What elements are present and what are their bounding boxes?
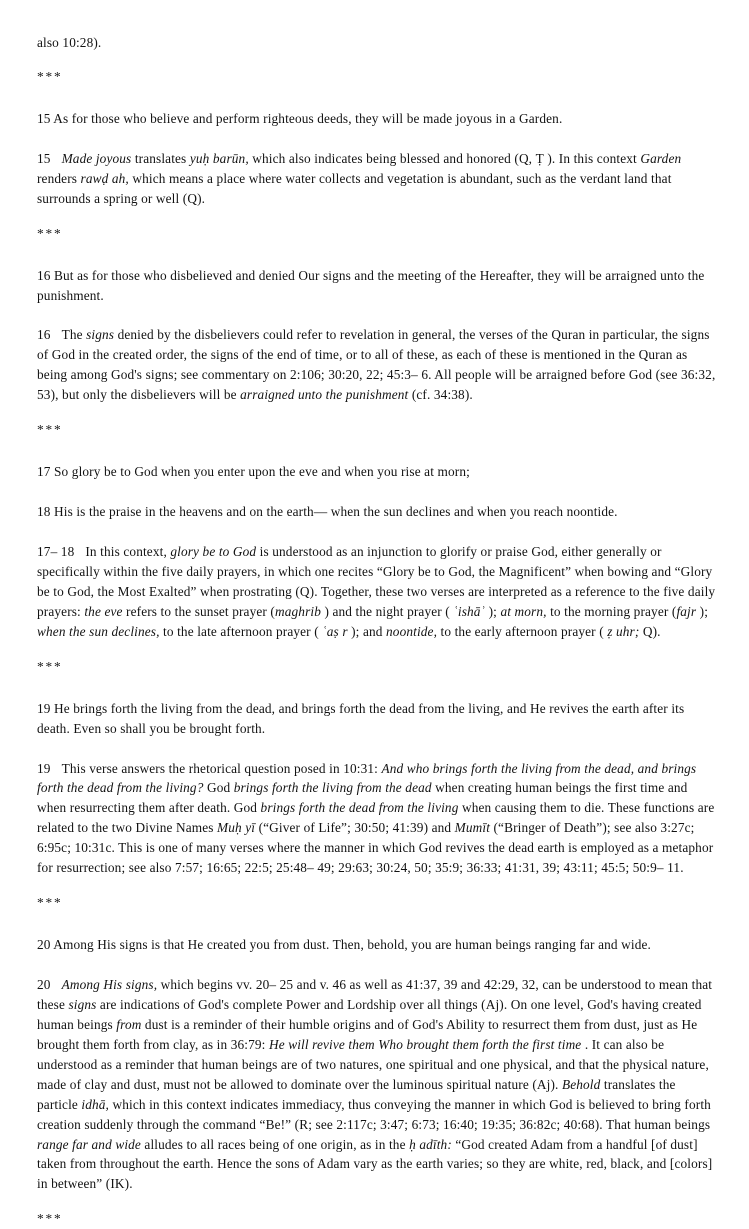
verse-16-content: 16 But as for those who disbelieved and denied Our signs and the meeting of the Hereafter, they will be arraigned unto the punishment. — [37, 267, 705, 303]
c1718-term-glory-be-to-god: glory be to God — [170, 544, 257, 559]
c20-quote-36-79: He will revive them Who brought them forth the first time — [268, 1036, 582, 1052]
c20-term-behold: Behold — [561, 1076, 601, 1092]
c1718-t3: is understood as an injunction to glorify or praise God, either generally or specifically within the five daily prayers, in which one recites “Glory be to God, the Magnificent” when bowing and “Glory be to God, the Most Exalted” when prostrating (Q). Together, these two verses are interpreted as a reference to the five daily prayers: — [37, 544, 716, 619]
divider-glyph: *** — [37, 422, 63, 438]
commentary-17-18 — [37, 542, 719, 642]
divider-glyph: *** — [37, 658, 63, 674]
commentary-19 — [37, 759, 719, 879]
verse-20-content: 20 Among His signs is that He created you from dust. Then, behold, you are human beings ranging far and wide. — [37, 937, 651, 953]
verse-text-17 — [37, 462, 719, 482]
c20-term-from: from — [116, 1016, 142, 1032]
c20-t12: which in this context indicates immediacy, thus conveying the manner in which God is believed to bring forth creation suddenly through the command “Be!” (R; see 2:117c; 3:47; 6:73; 16:40; 19:35; 36:82c; 40:68). That human beings — [37, 1096, 711, 1132]
c1718-term-the-eve: the eve — [84, 603, 123, 619]
commentary-15 — [37, 149, 719, 209]
commentary-16 — [37, 325, 719, 405]
c20-translit-idha: idhā, — [81, 1096, 110, 1112]
c19-t11: (“Bringer of Death”); see also 3:27c; 6:95c; 10:31c. This is one of many verses where the manner in which God revives the dead earth is employed as a metaphor for resurrection; see also 7:57; 16:65; 22:5; 25:48– 49; 29:63; 30:24, 50; 35:9; 36:33; 41:31, 39; 43:11; 45:5; 50:9– 11. — [37, 820, 714, 876]
c1718-translit-isha: ʿishāʾ — [453, 603, 486, 619]
c20-term-signs: signs — [68, 996, 97, 1012]
c15-t6: renders — [37, 170, 81, 186]
commentary-15-number: 15 — [37, 150, 51, 166]
c1718-translit-asr: ʿaṣ r — [322, 623, 348, 639]
divider-glyph: *** — [37, 225, 63, 241]
commentary-19-number: 19 — [37, 760, 51, 776]
section-divider-5 — [37, 893, 719, 913]
c1718-t1: In this context, — [85, 544, 171, 559]
c15-t8: which means a place where water collects and vegetation is abundant, such as the verdant land that surrounds a spring or well (Q). — [37, 170, 672, 206]
c16-term-signs: signs — [86, 327, 115, 343]
c20-t14: alludes to all races being of one origin, as in the — [140, 1136, 410, 1152]
c15-term-made-joyous: Made joyous — [61, 150, 132, 166]
c1718-t21: Q). — [639, 623, 661, 639]
verse-text-18 — [37, 502, 719, 522]
c1718-t17: ); and — [347, 623, 386, 639]
c1718-t9: ); — [485, 603, 501, 619]
verse-text-20 — [37, 935, 719, 955]
c19-t3: God — [203, 780, 234, 796]
verse-text-16 — [37, 266, 719, 306]
c15-translit-rawdah: rawḍ ah, — [80, 170, 129, 186]
c1718-term-when-sun-declines: when the sun declines, — [37, 623, 160, 639]
verse-text-19 — [37, 699, 719, 739]
c20-t6: dust is a reminder of their humble origins and of God's Ability to resurrect them from dust, just as He brought them forth from clay, as in 36:79: — [37, 1016, 698, 1052]
divider-glyph: *** — [37, 68, 63, 84]
c19-t1: This verse answers the rhetorical question posed in 10:31: — [61, 760, 382, 776]
c1718-translit-zuhr: ẓ uhr; — [607, 623, 640, 639]
commentary-17-18-number: 17– 18 — [37, 544, 75, 559]
c20-t10: translates the particle — [37, 1076, 676, 1112]
c19-divine-name-muhyi: Muḥ yī — [217, 820, 256, 836]
c20-t4: are indications of God's complete Power and Lordship over all things (Aj). On one level, God's having created human beings — [37, 996, 702, 1032]
c1718-translit-maghrib: maghrib — [275, 603, 321, 619]
section-divider-2 — [37, 224, 719, 244]
verse-19-content: 19 He brings forth the living from the dead, and brings forth the dead from the living, and He revives the earth after its death. Even so shall you be brought forth. — [37, 700, 685, 736]
c20-t2: which begins vv. 20– 25 and v. 46 as well as 41:37, 39 and 42:29, 32, can be understood to mean that these — [37, 977, 713, 1012]
c15-t2: translates — [131, 150, 190, 166]
c20-translit-hadith: ḥ adīth: — [409, 1136, 452, 1152]
verse-17-content: 17 So glory be to God when you enter upon the eve and when you rise at morn; — [37, 464, 470, 480]
c16-t1: The — [61, 327, 87, 343]
c1718-t15: to the late afternoon prayer ( — [159, 623, 323, 639]
commentary-20-number: 20 — [37, 977, 51, 992]
c15-term-garden: Garden — [640, 150, 682, 166]
c1718-t7: ) and the night prayer ( — [321, 603, 454, 619]
c1718-t19: to the early afternoon prayer ( — [437, 623, 608, 639]
c16-term-arraigned: arraigned unto the punishment — [240, 387, 409, 403]
c15-translit-yuhbarun: yuḥ barūn, — [189, 150, 249, 166]
c1718-translit-fajr: fajr — [676, 603, 697, 619]
c19-phrase-dead-from-living: brings forth the dead from the living — [260, 800, 459, 816]
c20-t8: . It can also be understood as a reminder that human beings are of two natures, one spiritual and one physical, and that the physical nature, made of clay and dust, must not be allowed to dominate over the luminous spiritual nature (Aj). — [37, 1036, 709, 1092]
divider-glyph: *** — [37, 895, 63, 911]
c19-t9: (“Giver of Life”; 30:50; 41:39) and — [255, 820, 455, 836]
verse-18-content: 18 His is the praise in the heavens and on the earth— when the sun declines and when you reach noontide. — [37, 504, 618, 520]
section-divider-3 — [37, 420, 719, 440]
c16-t3: denied by the disbelievers could refer to revelation in general, the verses of the Quran in particular, the signs of God in the created order, the signs of the end of time, or to all of these, as each of these is mentioned in the Quran as being among God's signs; see commentary on 2:106; 30:20, 22; 45:3– 6. All people will be arraigned before God (see 36:32, 53), but only the disbelievers will be — [37, 327, 716, 403]
c16-t5: (cf. 34:38). — [408, 387, 473, 403]
continuation-text: also 10:28). — [37, 35, 102, 50]
c1718-term-noontide: noontide, — [386, 623, 438, 639]
commentary-20 — [37, 975, 719, 1194]
c20-phrase-range-far-and-wide: range far and wide — [37, 1136, 141, 1152]
section-divider-1 — [37, 67, 719, 87]
c1718-term-at-morn: at morn, — [500, 603, 547, 619]
c19-phrase-living-from-dead: brings forth the living from the dead — [233, 780, 432, 796]
c20-t16: “God created Adam from a handful [of dust] taken from throughout the earth. Hence the sons of Adam vary as the earth varies; so they are white, red, black, and [colors] in between” (IK). — [37, 1136, 713, 1192]
verse-text-15 — [37, 109, 719, 129]
c19-divine-name-mumit: Mumīt — [454, 820, 491, 836]
c19-t5: when creating human beings the first time and when resurrecting them after death. God — [37, 780, 688, 816]
divider-glyph: *** — [37, 1211, 63, 1227]
verse-15-content: 15 As for those who believe and perform righteous deeds, they will be made joyous in a Garden. — [37, 110, 563, 126]
c1718-t11: to the morning prayer ( — [546, 603, 677, 619]
section-divider-4 — [37, 657, 719, 677]
c1718-t5: refers to the sunset prayer ( — [122, 603, 275, 619]
section-divider-6 — [37, 1209, 719, 1229]
paragraph-continuation — [37, 33, 719, 53]
commentary-16-number: 16 — [37, 327, 51, 343]
c15-t4: which also indicates being blessed and honored (Q, Ṭ ). In this context — [248, 150, 641, 166]
c20-term-among-his-signs: Among His signs, — [61, 977, 158, 992]
c1718-t13: ); — [696, 603, 709, 619]
c19-t7: when causing them to die. These functions are related to the two Divine Names — [37, 800, 715, 836]
c19-quote-10-31: And who brings forth the living from the dead, and brings forth the dead from the living? — [37, 760, 697, 796]
